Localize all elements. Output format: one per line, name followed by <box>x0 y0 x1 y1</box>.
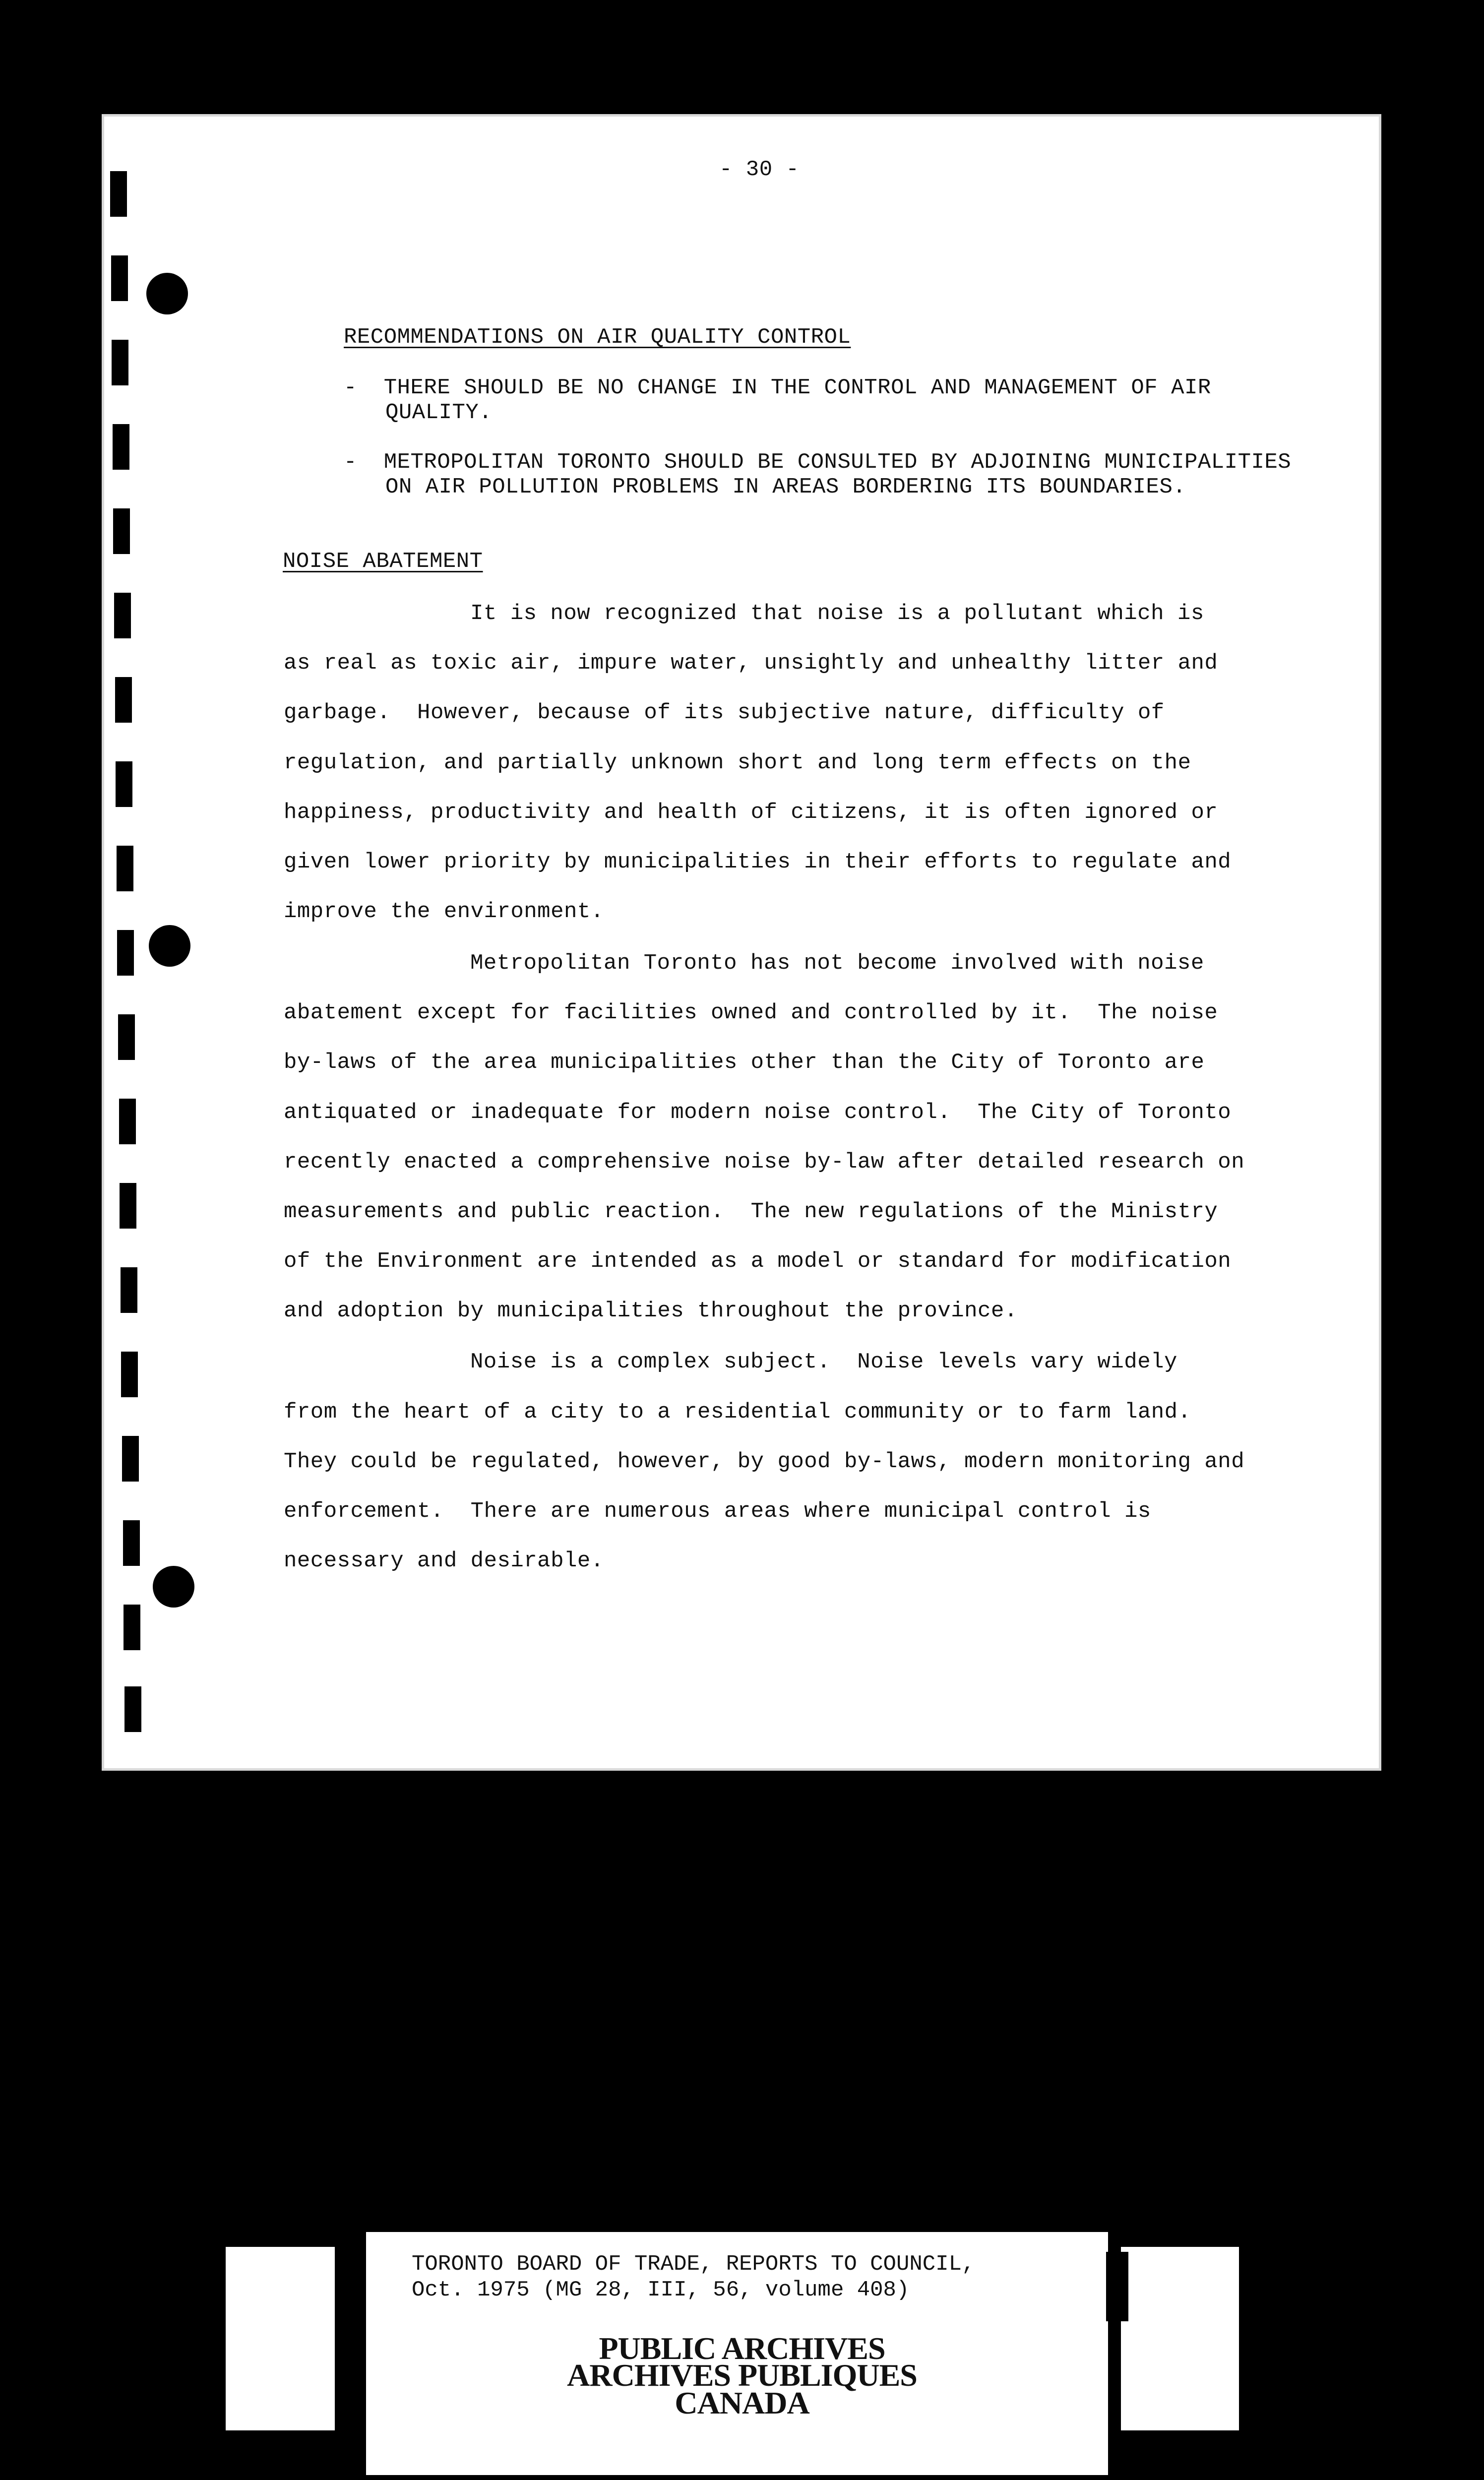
perforation-mark <box>117 930 134 976</box>
perforation-mark <box>122 1436 139 1482</box>
archive-citation-line-2: Oct. 1975 (MG 28, III, 56, volume 408) <box>412 2278 910 2302</box>
perforation-mark <box>117 846 133 891</box>
perforation-mark <box>111 255 128 301</box>
recommendation-1-line-2: QUALITY. <box>385 400 493 425</box>
recommendation-2-line-1: - METROPOLITAN TORONTO SHOULD BE CONSULTED BY ADJOINING MUNICIPALITIES <box>344 450 1292 475</box>
paragraph-line: given lower priority by municipalities in their efforts to regulate and <box>284 850 1232 874</box>
perforation-mark <box>113 508 130 554</box>
perforation-mark <box>121 1352 138 1397</box>
perforation-mark <box>120 1183 136 1229</box>
archive-stamp-line-2: ARCHIVES PUBLIQUES <box>567 2357 917 2393</box>
paragraph-line: necessary and desirable. <box>284 1549 604 1573</box>
paragraph-line: as real as toxic air, impure water, unsightly and unhealthy litter and <box>284 651 1218 676</box>
paragraph-line: garbage. However, because of its subjective nature, difficulty of <box>284 700 1165 725</box>
paragraph-line: Metropolitan Toronto has not become involved with noise <box>470 951 1204 976</box>
paragraph-line: recently enacted a comprehensive noise by-law after detailed research on <box>284 1150 1245 1175</box>
punch-hole <box>146 273 188 314</box>
paragraph-line: measurements and public reaction. The new regulations of the Ministry <box>284 1199 1218 1224</box>
section-heading-noise: NOISE ABATEMENT <box>283 549 483 574</box>
label-notch <box>335 2252 366 2321</box>
punch-hole <box>153 1566 194 1608</box>
archive-citation-line-1: TORONTO BOARD OF TRADE, REPORTS TO COUNCIL, <box>412 2252 975 2277</box>
paragraph-line: It is now recognized that noise is a pollutant which is <box>470 601 1204 626</box>
perforation-mark <box>115 677 132 723</box>
paragraph-line: abatement except for facilities owned and controlled by it. The noise <box>284 1000 1218 1025</box>
perforation-mark <box>121 1267 137 1313</box>
perforation-mark <box>124 1605 140 1650</box>
paragraph-line: from the heart of a city to a residential community or to farm land. <box>284 1400 1191 1425</box>
perforation-mark <box>113 424 129 470</box>
archive-stamp-line-3: CANADA <box>675 2385 809 2420</box>
paragraph-line: and adoption by municipalities throughout the province. <box>284 1299 1018 1323</box>
page-number: - 30 - <box>719 157 800 182</box>
perforation-mark <box>123 1520 140 1566</box>
recommendation-2-line-2: ON AIR POLLUTION PROBLEMS IN AREAS BORDERING ITS BOUNDARIES. <box>385 475 1186 499</box>
paragraph-line: They could be regulated, however, by good by-laws, modern monitoring and <box>284 1449 1245 1474</box>
paragraph-line: Noise is a complex subject. Noise levels vary widely <box>470 1350 1177 1374</box>
paragraph-line: regulation, and partially unknown short and long term effects on the <box>284 750 1191 775</box>
paragraph-line: of the Environment are intended as a model or standard for modification <box>284 1249 1232 1274</box>
paragraph-line: by-laws of the area municipalities other than the City of Toronto are <box>284 1050 1205 1075</box>
perforation-mark <box>112 340 128 385</box>
perforation-mark <box>124 1686 141 1732</box>
perforation-mark <box>110 171 127 217</box>
punch-hole <box>149 925 190 967</box>
archive-stamp-line-1: PUBLIC ARCHIVES <box>599 2331 885 2366</box>
perforation-mark <box>118 1014 135 1060</box>
label-notch <box>1106 2252 1128 2321</box>
section-heading-air-quality: RECOMMENDATIONS ON AIR QUALITY CONTROL <box>344 325 851 350</box>
paragraph-line: antiquated or inadequate for modern noise control. The City of Toronto <box>284 1100 1232 1125</box>
recommendation-1-line-1: - THERE SHOULD BE NO CHANGE IN THE CONTROL AND MANAGEMENT OF AIR <box>344 375 1211 400</box>
paragraph-line: enforcement. There are numerous areas where municipal control is <box>284 1499 1151 1524</box>
paragraph-line: happiness, productivity and health of citizens, it is often ignored or <box>284 800 1218 825</box>
perforation-mark <box>119 1099 136 1144</box>
paragraph-line: improve the environment. <box>284 899 604 924</box>
perforation-mark <box>116 761 132 807</box>
perforation-mark <box>114 593 131 638</box>
